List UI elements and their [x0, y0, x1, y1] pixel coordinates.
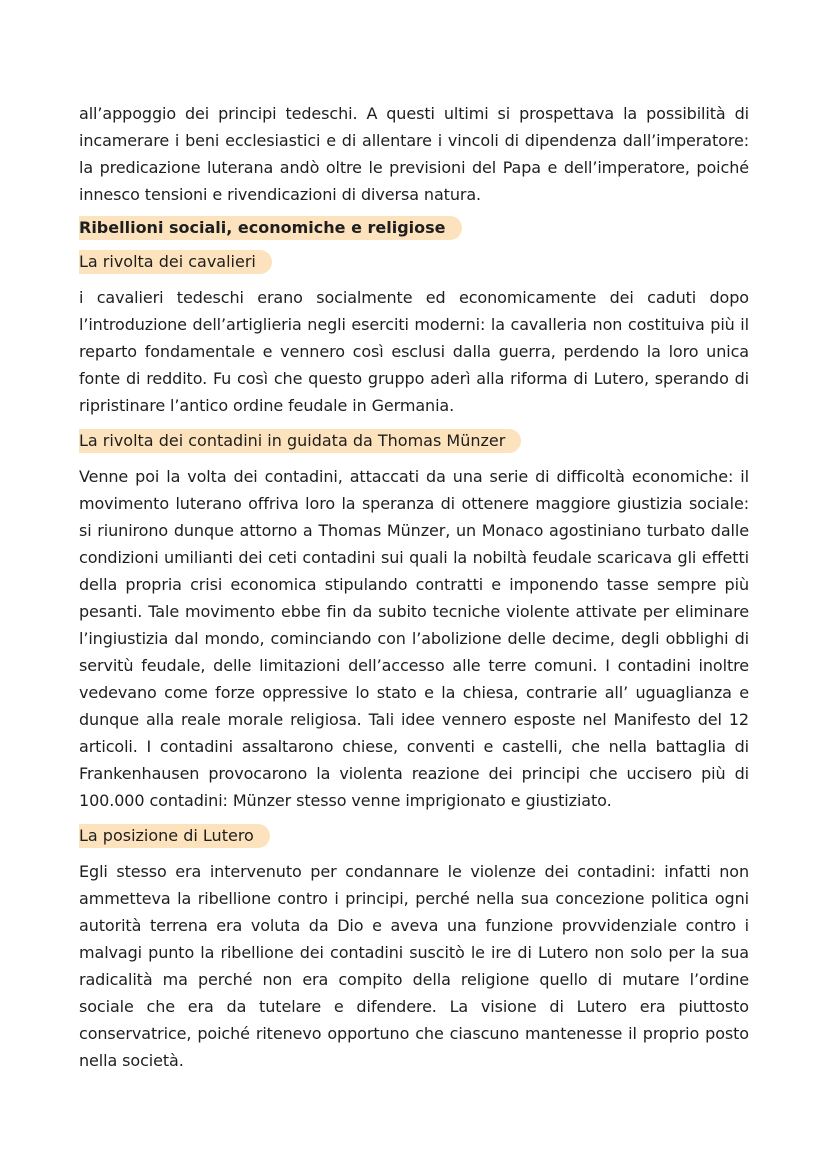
- contadini-heading-wrapper: [79, 429, 749, 453]
- intro-paragraph: all’appoggio dei principi tedeschi. A questi ultimi si prospettava la possibilità di incamerare i beni ecclesiastici e di allentare i vincoli di dipendenza dall’imperatore: la predicazione luterana andò oltre le previsioni del Papa e dell’imperatore, poiché innesco tensioni e rivendicazioni di diversa natura.: [79, 104, 749, 204]
- contadini-heading: La rivolta dei contadini in guidata da Thomas Münzer: [79, 429, 521, 453]
- contadini-paragraph: Venne poi la volta dei contadini, attaccati da una serie di difficoltà economiche: il movimento luterano offriva loro la speranza di ottenere maggiore giustizia sociale: si riunirono dunque attorno a Thomas Münzer, un Monaco agostiniano turbato dalle condizioni umilianti dei ceti contadini sui quali la nobiltà feudale scaricava gli effetti della propria crisi economica stipulando contratti e imponendo tasse sempre più pesanti. Tale movimento ebbe fin da subito tecniche violente attivate per eliminare l’ingiustizia dal mondo, cominciando con l’abolizione delle decime, degli obblighi di servitù feudale, delle limitazioni dell’accesso alle terre comuni. I contadini inoltre vedevano come forze oppressive lo stato e la chiesa, contrarie all’ uguaglianza e dunque alla reale morale religiosa. Tali idee vennero esposte nel Manifesto del 12 articoli. I contadini assaltarono chiese, conventi e castelli, che nella battaglia di Frankenhausen provocarono la violenta reazione dei principi che uccisero più di 100.000 contadini: Münzer stesso venne imprigionato e giustiziato.: [79, 467, 749, 810]
- lutero-paragraph: Egli stesso era intervenuto per condannare le violenze dei contadini: infatti non ammetteva la ribellione contro i principi, perché nella sua concezione politica ogni autorità terrena era voluta da Dio e aveva una funzione provvidenziale contro i malvagi punto la ribellione dei contadini suscitò le ire di Lutero non solo per la sua radicalità ma perché non era compito della religione quello di mutare l’ordine sociale che era da tutelare e difendere. La visione di Lutero era piuttosto conservatrice, poiché ritenevo opportuno che ciascuno mantenesse il proprio posto nella società.: [79, 862, 749, 1070]
- lutero-heading: La posizione di Lutero: [79, 824, 270, 848]
- cavalieri-heading: La rivolta dei cavalieri: [79, 250, 272, 274]
- section-heading: Ribellioni sociali, economiche e religiose: [79, 216, 462, 240]
- cavalieri-paragraph: i cavalieri tedeschi erano socialmente ed economicamente dei caduti dopo l’introduzione dell’artiglieria negli eserciti moderni: la cavalleria non costituiva più il reparto fondamentale e vennero così esclusi dalla guerra, perdendo la loro unica fonte di reddito. Fu così che questo gruppo aderì alla riforma di Lutero, sperando di ripristinare l’antico ordine feudale in Germania.: [79, 288, 749, 415]
- cavalieri-heading-wrapper: [79, 250, 749, 274]
- lutero-heading-wrapper: [79, 824, 749, 848]
- section-heading-wrapper: [79, 216, 749, 240]
